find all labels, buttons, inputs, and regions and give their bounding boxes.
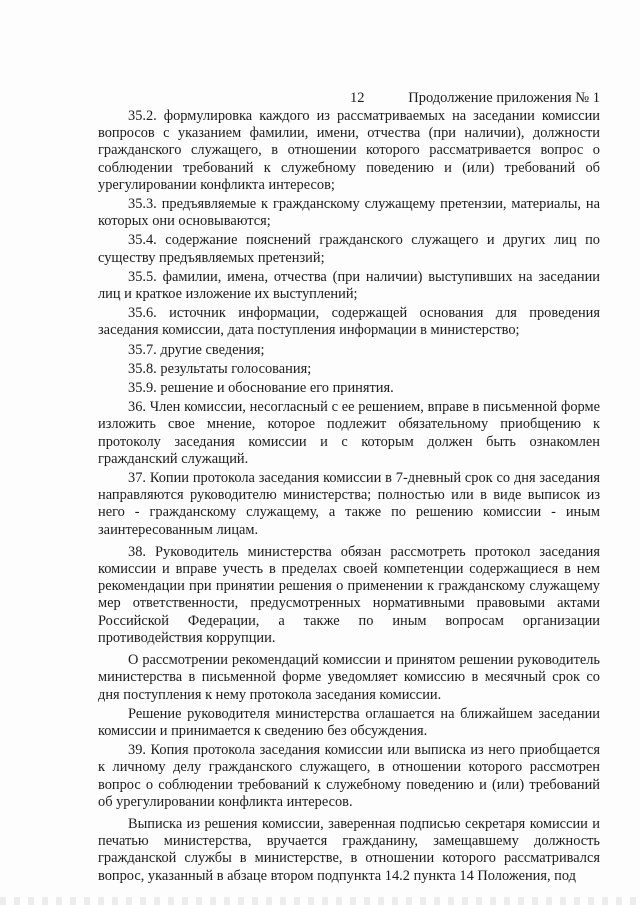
page-header xyxy=(98,90,600,110)
paragraph-35-8: 35.8. результаты голосования; xyxy=(128,360,312,377)
paragraph-35-2: 35.2. формулировка каждого из рассматриваемых на заседании комиссии вопросов с указанием фамилии, имени, отчества (при наличии), должности гражданского служащего, в отношении которого рассматривается вопрос о соблюдении требований к служебному поведению и (или) требований об урегулировании конфликта интересов; xyxy=(98,108,600,193)
paragraph-38-announcement: Решение руководителя министерства оглашается на ближайшем заседании комиссии и принимается к сведению без обсуждения. xyxy=(98,705,600,739)
paragraph-35-5: 35.5. фамилии, имена, отчества (при наличии) выступивших на заседании лиц и краткое изложение их выступлений; xyxy=(98,268,600,303)
scan-bottom-edge xyxy=(0,897,640,905)
paragraph-39-extract: Выписка из решения комиссии, заверенная подписью секретаря комиссии и печатью министерства, вручается гражданину, замещавшему должность гражданской службы в министерстве, в отношении которого рассматривался вопрос, указанный в абзаце втором подпункта 14.2 пункта 14 Положения, под xyxy=(98,815,600,884)
paragraph-39: 39. Копия протокола заседания комиссии или выписка из него приобщается к личному делу гражданского служащего, в отношении которого рассмотрен вопрос о соблюдении требований к служебному поведению и (или) требований об урегулировании конфликта интересов. xyxy=(98,742,600,810)
appendix-continuation-label: Продолжение приложения № 1 xyxy=(408,90,600,106)
paragraph-38-notification: О рассмотрении рекомендаций комиссии и принятом решении руководитель министерства в письменной форме уведомляет комиссию в месячный срок со дня поступления к нему протокола заседания комиссии. xyxy=(98,652,600,703)
document-body xyxy=(98,108,600,885)
page-number: 12 xyxy=(350,90,365,106)
paragraph-35-9: 35.9. решение и обоснование его принятия. xyxy=(128,380,394,397)
paragraph-38: 38. Руководитель министерства обязан рассмотреть протокол заседания комиссии и вправе учесть в пределах своей компетенции содержащиеся в нем рекомендации при принятии решения о применении к гражданскому служащему мер ответственности, предусмотренных нормативными правовыми актами Российской Федерации, а также по иным вопросам организации противодействия коррупции. xyxy=(98,543,600,646)
paragraph-36: 36. Член комиссии, несогласный с ее решением, вправе в письменной форме изложить свое мнение, которое подлежит обязательному приобщению к протоколу заседания комиссии и с которым должен быть ознакомлен гражданский служащий. xyxy=(98,399,600,467)
paragraph-35-4: 35.4. содержание пояснений гражданского служащего и других лиц по существу предъявляемых претензий; xyxy=(98,232,600,266)
paragraph-35-6: 35.6. источник информации, содержащей основания для проведения заседания комиссии, дата поступления информации в министерство; xyxy=(98,305,600,339)
paragraph-35-7: 35.7. другие сведения; xyxy=(128,341,265,358)
paragraph-37: 37. Копии протокола заседания комиссии в 7-дневный срок со дня заседания направляются руководителю министерства; полностью или в виде выписок из него - гражданскому служащему, а также по решению комиссии - иным заинтересованным лицам. xyxy=(98,470,600,538)
paragraph-35-3: 35.3. предъявляемые к гражданскому служащему претензии, материалы, на которых они основываются; xyxy=(98,196,600,230)
